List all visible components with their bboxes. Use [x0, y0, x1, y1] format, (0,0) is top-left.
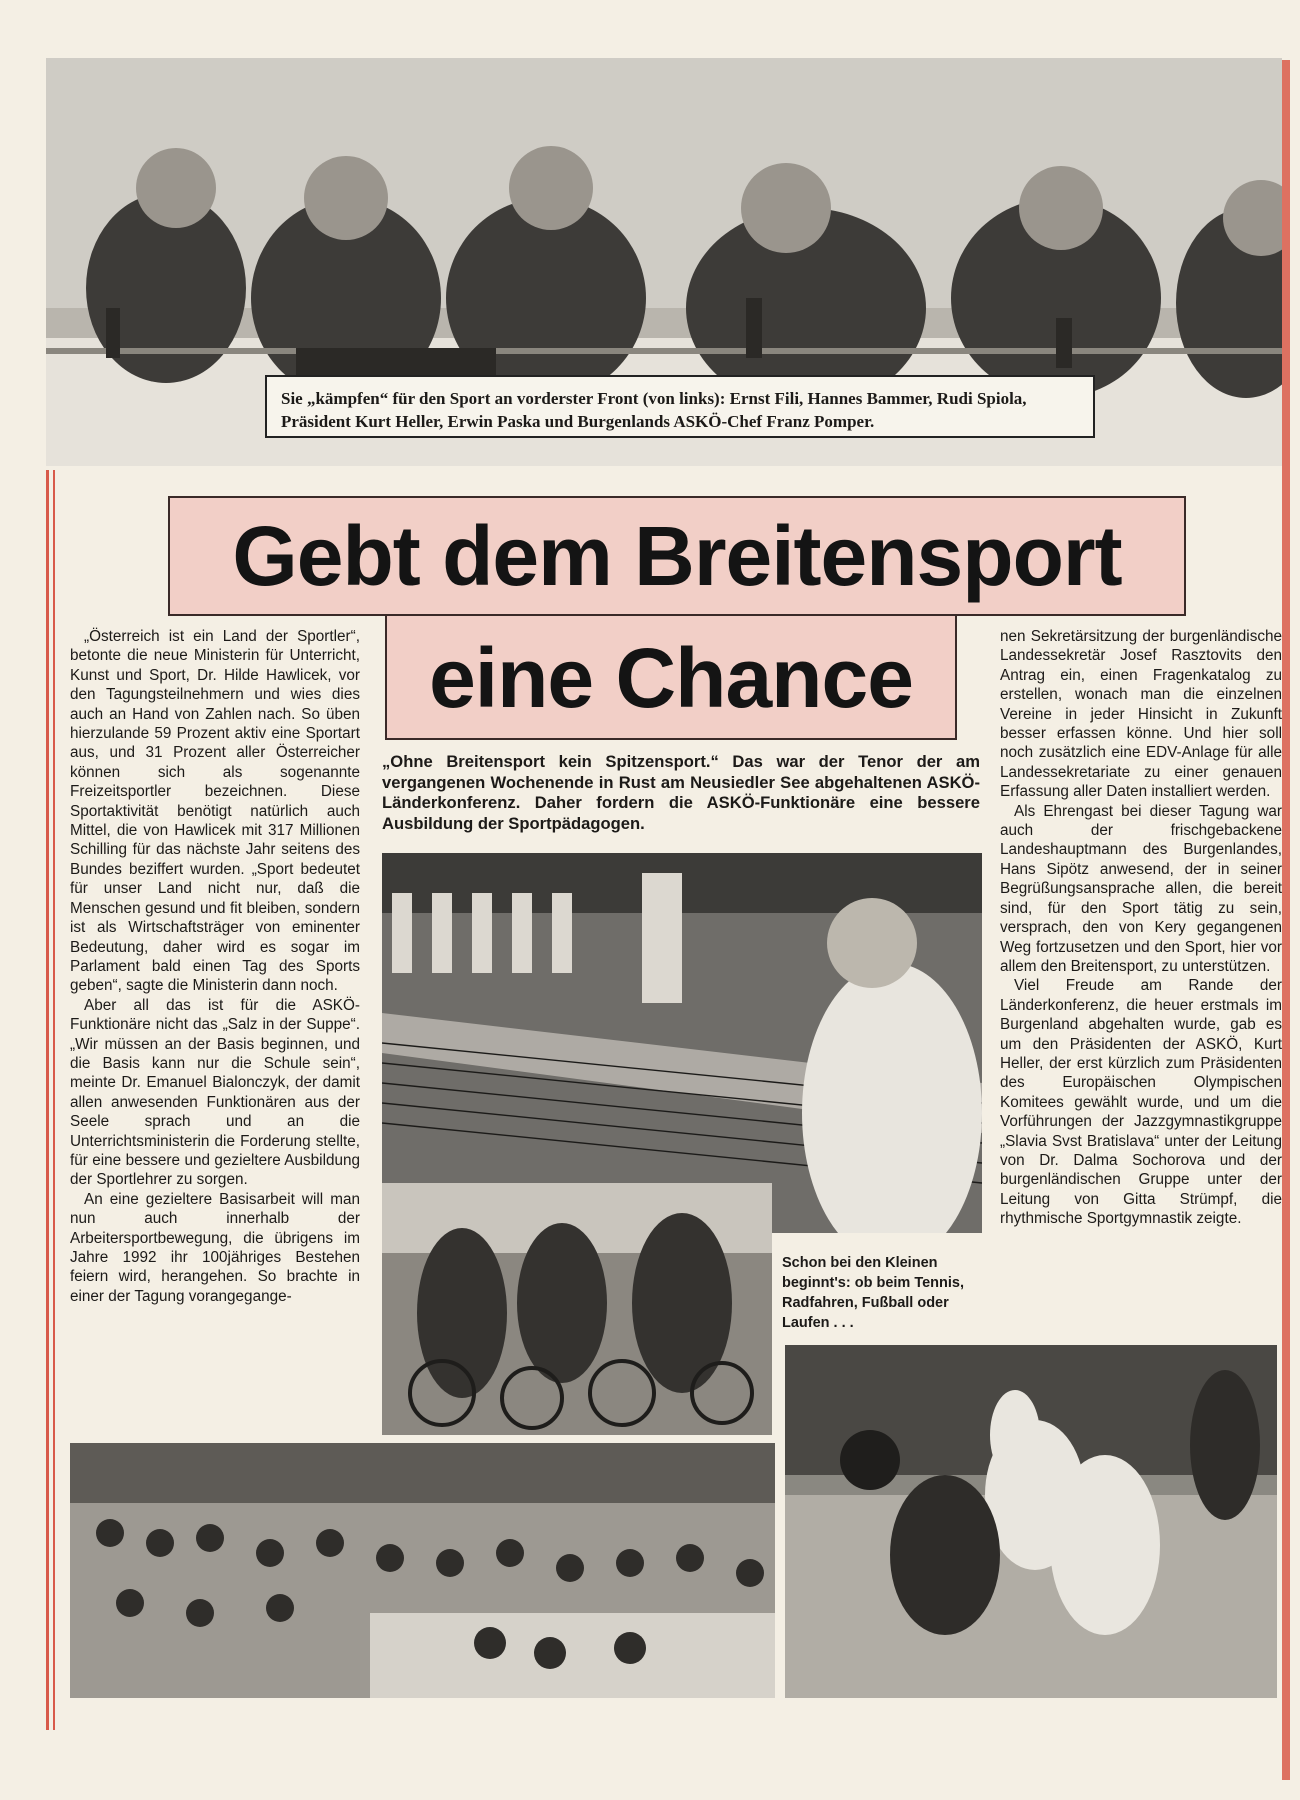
right-paragraph: nen Sekretärsitzung der burgenländische Landessekretär Josef Rasztovits den Antrag ein, einen Fragenkatalog zu erstellen, wonach man die einzelnen Vereine in jeder Hinsicht in Zukunft besser erfassen könne. Und hier soll noch zusätzlich eine EDV-Anlage für alle Landessekretariate zu einer genauen Erfassung aller Daten installiert werden. — [1000, 628, 1282, 801]
left-paragraph: „Österreich ist ein Land der Sportler“, betonte die neue Ministerin für Unterricht, Kunst und Sport, Dr. Hilde Hawlicek, vor den Tagungsteilnehmern und wies dies auch an Hand von Zahlen nach. So üben hierzulande 59 Prozent aktiv eine Sportart aus, und 31 Prozent aller Österreicher können sich als sogenannte Freizeitsportler bezeichnen. Diese Sportaktivität benötigt natürlich auch Mittel, die von Hawlicek mit 317 Millionen Schilling für das nächste Jahr seitens des Bundes beziffert wurden. „Sport bedeutet für unser Land nicht nur, daß die Menschen gesund und fit bleiben, sondern ist als Wirtschaftsträger von eminenter Bedeutung, daher wird es sogar im Parlament bald einen Tag des Sports geben“, sagte die Ministerin dann noch. — [70, 628, 360, 995]
article-lead: „Ohne Breitensport kein Spitzensport.“ Das war der Tenor der am vergangenen Wochenende in Rust am Neusiedler See abgehaltenen ASKÖ-Länderkonferenz. Daher fordern die ASKÖ-Funktionäre eine bessere Ausbildung der Sportpädagogen. — [382, 752, 980, 833]
football-photo — [785, 1345, 1277, 1698]
headline-line-1: Gebt dem Breitensport — [168, 496, 1186, 616]
right-column — [1000, 627, 1282, 1229]
headline-line-2: eine Chance — [385, 614, 957, 740]
left-margin-rule-2 — [53, 470, 55, 1730]
right-paragraph: Als Ehrengast bei dieser Tagung war auch der frischgebackene Landeshauptmann des Burgenlandes, Hans Sipötz anwesend, der in seiner Begrüßungsansprache allen, die bereit sind, für den Sport tätig zu sein, versprach, den von Kery gegangenen Weg fortzusetzen und den Sport, hier vor allem den Breitensport, zu unterstützen. — [1000, 802, 1282, 975]
small-photo-caption: Schon bei den Kleinen beginnt's: ob beim Tennis, Radfahren, Fußball oder Laufen . . . — [782, 1255, 965, 1331]
cycling-photo — [382, 1183, 772, 1435]
left-paragraph: An eine gezieltere Basisarbeit will man nun auch innerhalb der Arbeitersportbewegung, die übrigens im Jahre 1992 ihr 100jähriges Bestehen feiern wird, herangehen. So brachte in einer der Tagung vorangegange- — [70, 1190, 360, 1305]
top-photo-caption: Sie „kämpfen“ für den Sport an vorderster Front (von links): Ernst Fili, Hannes Bammer, Rudi Spiola, Präsident Kurt Heller, Erwin Paska und Burgenlands ASKÖ-Chef Franz Pomper. — [265, 375, 1095, 438]
right-edge-rule — [1282, 60, 1290, 1780]
right-paragraph: Viel Freude am Rande der Länderkonferenz, die heuer erstmals im Burgenland abgehalten wurde, gab es um den Präsidenten der ASKÖ, Kurt Heller, der erst kürzlich zum Präsidenten des Europäischen Olympischen Komitees gewählt wurde, und um die Vorführungen der Jazzgymnastikgruppe „Slavia Svst Bratislava“ unter der Leitung von Dr. Dalma Sochorova und der burgenländischen Gruppe unter der Leitung von Gitta Strümpf, die rhythmische Sportgymnastik zeigte. — [1000, 977, 1282, 1228]
left-margin-rule — [46, 470, 49, 1730]
left-column — [70, 627, 360, 1306]
left-paragraph: Aber all das ist für die ASKÖ-Funktionäre nicht das „Salz in der Suppe“. „Wir müssen an der Basis beginnen, und die Basis kann nur die Schule sein“, meinte Dr. Emanuel Bialonczyk, der damit allen anwesenden Funktionären aus der Seele sprach und an die Unterrichtsministerin die Forderung stellte, für eine bessere und gezieltere Ausbildung der Sportlehrer zu sorgen. — [70, 996, 360, 1189]
crowd-running-photo — [70, 1443, 775, 1698]
tennis-photo — [382, 853, 982, 1233]
